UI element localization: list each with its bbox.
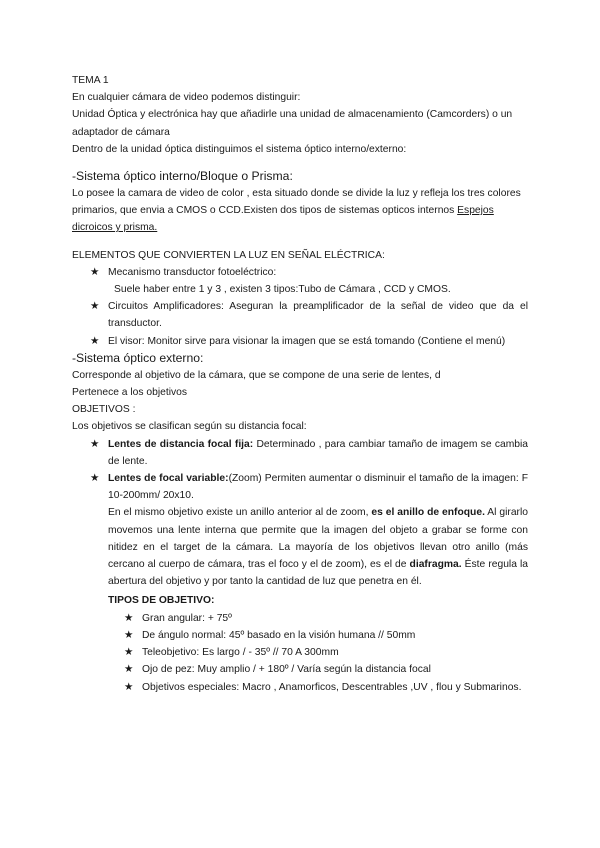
list-item: ★ Gran angular: + 75º — [72, 610, 528, 627]
star-bullet-icon: ★ — [90, 265, 100, 278]
star-bullet-icon: ★ — [124, 646, 134, 659]
star-bullet-icon: ★ — [90, 437, 100, 450]
list-item: ★ Lentes de distancia focal fija: Determinado , para cambiar tamaño de imagem se cambia de lente. — [90, 437, 529, 467]
star-bullet-icon: ★ — [124, 663, 134, 676]
star-bullet-icon: ★ — [124, 680, 134, 693]
internal-system-body — [72, 185, 528, 237]
external-line-1: Corresponde al objetivo de la cámara, que se compone de una serie de lentes, d — [72, 369, 441, 381]
star-bullet-icon: ★ — [90, 334, 100, 347]
objective-types-list — [72, 610, 528, 696]
list-item: ★ Teleobjetivo: Es largo / - 35º // 70 A 300mm — [72, 644, 528, 661]
list-item: ★ Mecanismo transductor fotoeléctrico: — [72, 264, 528, 281]
intro-line-3: Dentro de la unidad óptica distinguimos el sistema óptico interno/externo: — [72, 143, 407, 155]
intro-line-2: Unidad Óptica y electrónica hay que añadirle una unidad de almacenamiento (Camcorders) o un adaptador de cámara — [72, 109, 513, 138]
list-item: ★ El visor: Monitor sirve para visionar la imagen que se está tomando (Contiene el menú) — [72, 333, 528, 350]
star-bullet-icon: ★ — [124, 611, 134, 624]
objectives-heading: OBJETIVOS : — [72, 404, 136, 416]
internal-system-underlined: Espejos dicroicos y prisma. — [72, 205, 494, 234]
internal-system-text: Lo posee la camara de video de color , esta situado donde se divide la luz y refleja los tres colores primarios, que envia a CMOS o CCD.Existen dos tipos de sistemas opticos internos — [72, 188, 521, 217]
list-item: ★ Objetivos especiales: Macro , Anamorficos, Descentrables ,UV , flou y Submarinos. — [72, 679, 528, 696]
list-item: ★ Circuitos Amplificadores: Aseguran la preamplificador de la señal de video que da el transductor. — [90, 300, 528, 330]
list-item: ★ Lentes de focal variable:(Zoom) Permiten aumentar o disminuir el tamaño de la imagen: F 10-200mm/ 20x10. — [90, 472, 528, 502]
list-item: ★ Ojo de pez: Muy amplio / + 180º / Varía según la distancia focal — [72, 661, 528, 678]
internal-system-heading: -Sistema óptico interno/Bloque o Prisma: — [72, 169, 293, 184]
objective-types-heading: TIPOS DE OBJETIVO: — [108, 595, 215, 607]
list-item-sub: Suele haber entre 1 y 3 , existen 3 tipos:Tubo de Cámara , CCD y CMOS. — [114, 284, 451, 296]
objectives-list — [72, 436, 528, 505]
star-bullet-icon: ★ — [90, 472, 100, 485]
external-line-2: Pertenece a los objetivos — [72, 387, 188, 399]
document-page — [72, 72, 528, 696]
elements-heading: ELEMENTOS QUE CONVIERTEN LA LUZ EN SEÑAL ELÉCTRICA: — [72, 249, 385, 261]
elements-list — [72, 264, 528, 350]
focus-ring-paragraph: En el mismo objetivo existe un anillo anterior al de zoom, es el anillo de enfoque. Al girarlo movemos una lente interna que permite que la imagen del objeto a grabar se forme con nitidez en el target de la cámara. La mayoría de los objetivos llevan otro anillo (más cercano al cuerpo de cámara, tras el foco y el de zoom), es el de diafragma. Éste regula la abertura del objetivo y por tanto la cantidad de luz que penetra en él. — [108, 507, 529, 588]
doc-title: TEMA 1 — [72, 75, 109, 86]
external-system-heading: -Sistema óptico externo: — [72, 350, 204, 365]
intro-line-1: En cualquier cámara de video podemos distinguir: — [72, 92, 301, 104]
star-bullet-icon: ★ — [124, 628, 134, 641]
objectives-intro: Los objetivos se clasifican según su distancia focal: — [72, 421, 307, 433]
list-item: ★ De ángulo normal: 45º basado en la visión humana // 50mm — [72, 627, 528, 644]
star-bullet-icon: ★ — [90, 300, 100, 313]
